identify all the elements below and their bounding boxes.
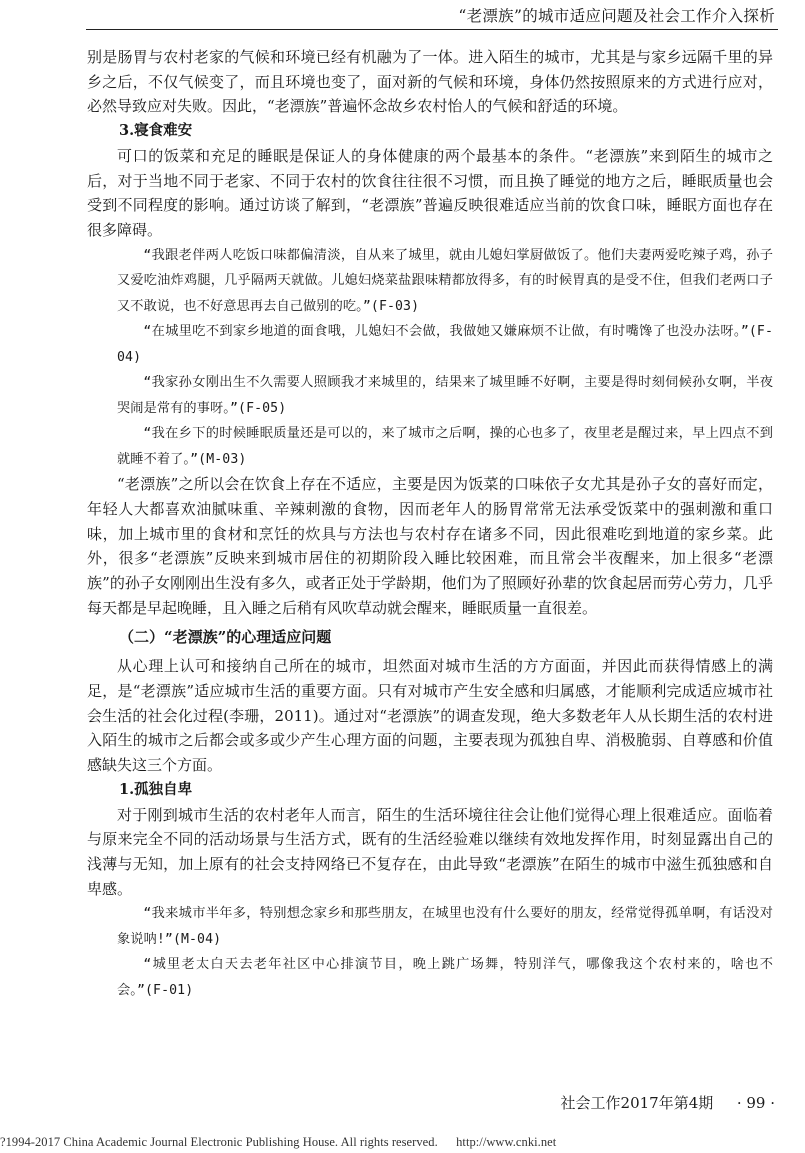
interview-quote: “城里老太白天去老年社区中心排演节目，晚上跳广场舞，特别洋气，哪像我这个农村来的，啥也不会。”(F-01) [117, 957, 773, 998]
running-title: “老漂族”的城市适应问题及社会工作介入探析 [458, 7, 775, 25]
header-rule [86, 29, 778, 30]
paragraph: 可口的饭菜和充足的睡眠是保证人的身体健康的两个最基本的条件。“老漂族”来到陌生的城市之后，对于当地不同于老家、不同于农村的饮食往往很不习惯，而且换了睡觉的地方之后，睡眠质量也会受到不同程度的影响。通过访谈了解到，“老漂族”普遍反映很难适应当前的饮食口味，睡眠方面也存在很多障碍。 [87, 146, 773, 239]
copyright-bar [0, 1135, 805, 1150]
interview-quote: “我家孙女刚出生不久需要人照顾我才来城里的，结果来了城里睡不好啊，主要是得时刻伺候孙女啊，半夜哭闹是常有的事呀。”(F-05) [117, 375, 773, 416]
section-heading: （二）“老漂族”的心理适应问题 [119, 628, 332, 647]
running-header [0, 0, 805, 30]
interview-quote: “在城里吃不到家乡地道的面食哦，儿媳妇不会做，我做她又嫌麻烦不让做，有时嘴馋了也没办法呀。”(F-04) [117, 324, 773, 365]
publisher-link[interactable]: http://www.cnki.net [456, 1135, 557, 1149]
interview-quote: “我在乡下的时候睡眠质量还是可以的，来了城市之后啊，操的心也多了，夜里老是醒过来，早上四点不到就睡不着了。”(M-03) [117, 426, 773, 467]
subheading: 1.孤独自卑 [119, 780, 193, 798]
interview-quote: “我来城市半年多，特别想念家乡和那些朋友，在城里也没有什么要好的朋友，经常觉得孤单啊，有话没对象说呐!”(M-04) [117, 906, 773, 947]
copyright-notice: ?1994-2017 China Academic Journal Electronic Publishing House. All rights reserved. [0, 1135, 438, 1149]
article-body [87, 45, 773, 1003]
journal-issue [561, 1092, 775, 1113]
interview-quote: “我跟老伴两人吃饭口味都偏清淡，自从来了城里，就由儿媳妇掌厨做饭了。他们夫妻两爱吃辣子鸡，孙子又爱吃油炸鸡腿，几乎隔两天就做。儿媳妇烧菜盐跟味精都放得多，有的时候胃真的是受不住，但我们老两口子又不敢说，也不好意思再去自己做别的吃。”(F-03) [117, 247, 773, 314]
paragraph: 从心理上认可和接纳自己所在的城市，坦然面对城市生活的方方面面，并因此而获得情感上的满足，是“老漂族”适应城市生活的重要方面。只有对城市产生安全感和归属感，才能顺利完成适应城市社会生活的社会化过程(李珊，2011)。通过对“老漂族”的调查发现，绝大多数老年人从长期生活的农村进入陌生的城市之后都会或多或少产生心理方面的问题，主要表现为孤独自卑、消极脆弱、自尊感和价值感缺失这三个方面。 [87, 657, 773, 775]
paragraph: 别是肠胃与农村老家的气候和环境已经有机融为了一体。进入陌生的城市，尤其是与家乡远隔千里的异乡之后，不仅气候变了，而且环境也变了，面对新的气候和环境，身体仍然按照原来的方式进行应对，必然导致应对失败。因此，“老漂族”普遍怀念故乡农村怡人的气候和舒适的环境。 [87, 48, 773, 116]
paragraph: 对于刚到城市生活的农村老年人而言，陌生的生活环境往往会让他们觉得心理上很难适应。面临着与原来完全不同的活动场景与生活方式，既有的生活经验难以继续有效地发挥作用，时刻显露出自己的浅薄与无知，加上原有的社会支持网络已不复存在，由此导致“老漂族”在陌生的城市中滋生孤独感和自卑感。 [87, 805, 773, 898]
page-number: · 99 · [736, 1094, 775, 1112]
journal-name: 社会工作2017年第4期 [560, 1094, 714, 1112]
paragraph: “老漂族”之所以会在饮食上存在不适应，主要是因为饭菜的口味依子女尤其是孙子女的喜好而定，年轻人大都喜欢油腻味重、辛辣刺激的食物，因而老年人的肠胃常常无法承受饭菜中的强刺激和重口味，加上城市里的食材和烹饪的炊具与方法也与农村存在诸多不同，因此很难吃到地道的家乡菜。此外，很多“老漂族”反映来到城市居住的初期阶段入睡比较困难，而且常会半夜醒来，加上很多“老漂族”的孙子女刚刚出生没有多久，或者正处于学龄期，他们为了照顾好孙辈的饮食起居而劳心劳力，几乎每天都是早起晚睡，且入睡之后稍有风吹草动就会醒来，睡眠质量一直很差。 [87, 475, 773, 617]
subheading: 3.寝食难安 [119, 122, 193, 140]
